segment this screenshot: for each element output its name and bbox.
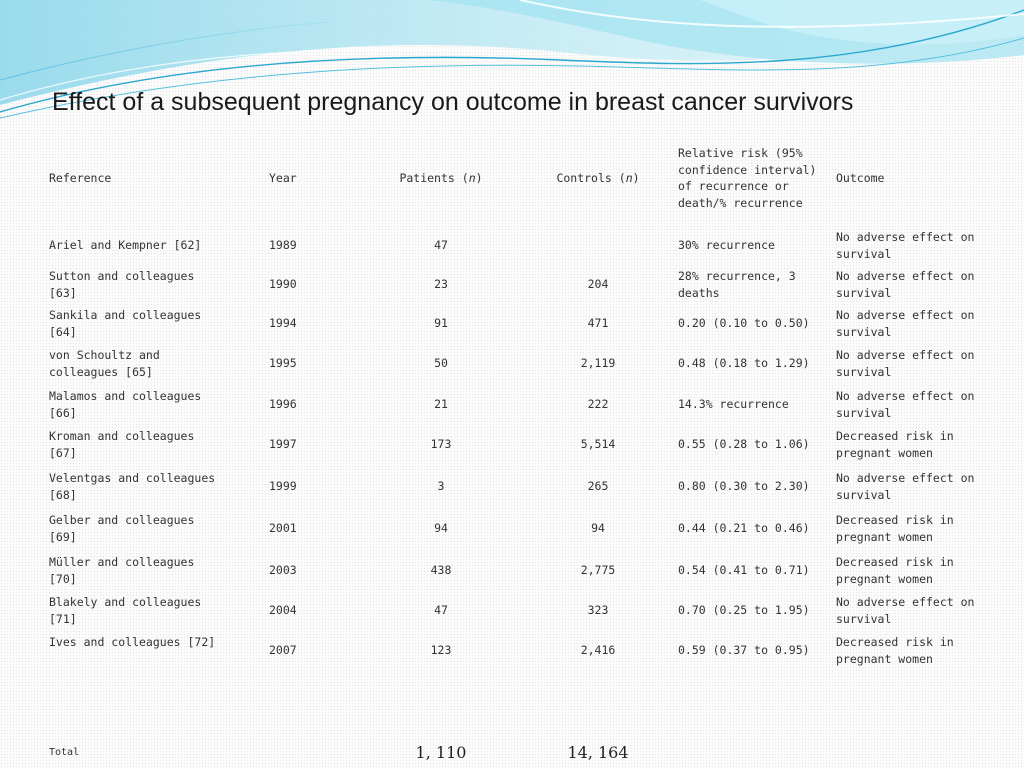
cell-relative-risk: 0.55 (0.28 to 1.06) xyxy=(678,437,810,451)
cell-reference: Sutton and colleagues [63] xyxy=(49,269,195,300)
cell-patients: 47 xyxy=(434,238,448,252)
cell-outcome: No adverse effect on survival xyxy=(836,389,975,420)
cell-reference: Ariel and Kempner [62] xyxy=(49,238,202,252)
cell-year: 2004 xyxy=(269,603,297,617)
header-controls-close: ) xyxy=(632,171,640,185)
cell-year: 2007 xyxy=(269,643,297,657)
header-reference: Reference xyxy=(49,171,112,185)
cell-patients: 50 xyxy=(434,356,448,370)
cell-controls: 222 xyxy=(587,397,609,411)
cell-reference: Malamos and colleagues [66] xyxy=(49,389,202,420)
header-relative-risk: Relative risk (95% confidence interval) of recurrence or death/% recurrence xyxy=(678,146,817,210)
cell-controls: 5,514 xyxy=(580,437,616,451)
cell-outcome: No adverse effect on survival xyxy=(836,471,975,502)
cell-controls: 2,416 xyxy=(580,643,616,657)
cell-patients: 123 xyxy=(430,643,452,657)
header-patients-close: ) xyxy=(475,171,483,185)
total-patients: 1, 110 xyxy=(415,743,467,762)
cell-patients: 3 xyxy=(437,479,445,493)
cell-patients: 21 xyxy=(434,397,448,411)
header-controls-n: n xyxy=(625,171,633,185)
cell-controls: 2,775 xyxy=(580,563,616,577)
cell-outcome: Decreased risk in pregnant women xyxy=(836,513,954,544)
cell-reference: Ives and colleagues [72] xyxy=(49,635,216,649)
cell-relative-risk: 0.54 (0.41 to 0.71) xyxy=(678,563,810,577)
cell-outcome: No adverse effect on survival xyxy=(836,595,975,626)
cell-reference: Velentgas and colleagues [68] xyxy=(49,471,216,502)
header-controls xyxy=(538,170,658,187)
cell-outcome: Decreased risk in pregnant women xyxy=(836,429,954,460)
cell-relative-risk: 0.48 (0.18 to 1.29) xyxy=(678,356,810,370)
cell-year: 1995 xyxy=(269,356,297,370)
cell-reference: Müller and colleagues [70] xyxy=(49,555,195,586)
cell-year: 1997 xyxy=(269,437,297,451)
cell-relative-risk: 14.3% recurrence xyxy=(678,397,789,411)
cell-reference: Kroman and colleagues [67] xyxy=(49,429,195,460)
cell-reference: von Schoultz and colleagues [65] xyxy=(49,348,160,379)
slide-title: Effect of a subsequent pregnancy on outcome in breast cancer survivors xyxy=(52,88,854,116)
cell-reference: Sankila and colleagues [64] xyxy=(49,308,202,339)
cell-controls: 204 xyxy=(587,277,609,291)
cell-patients: 94 xyxy=(434,521,448,535)
cell-outcome: No adverse effect on survival xyxy=(836,308,975,339)
cell-outcome: No adverse effect on survival xyxy=(836,269,975,300)
cell-year: 2001 xyxy=(269,521,297,535)
cell-patients: 173 xyxy=(430,437,452,451)
cell-relative-risk: 28% recurrence, 3 deaths xyxy=(678,269,796,300)
cell-relative-risk: 0.59 (0.37 to 0.95) xyxy=(678,643,810,657)
cell-relative-risk: 0.80 (0.30 to 2.30) xyxy=(678,479,810,493)
header-patients-text: Patients ( xyxy=(399,171,469,185)
header-outcome: Outcome xyxy=(836,171,885,185)
cell-reference: Blakely and colleagues [71] xyxy=(49,595,202,626)
cell-controls: 323 xyxy=(587,603,609,617)
cell-relative-risk: 0.44 (0.21 to 0.46) xyxy=(678,521,810,535)
cell-year: 1996 xyxy=(269,397,297,411)
cell-patients: 23 xyxy=(434,277,448,291)
cell-controls: 265 xyxy=(587,479,609,493)
cell-relative-risk: 0.70 (0.25 to 1.95) xyxy=(678,603,810,617)
cell-outcome: No adverse effect on survival xyxy=(836,230,975,261)
cell-relative-risk: 30% recurrence xyxy=(678,238,775,252)
cell-year: 1990 xyxy=(269,277,297,291)
cell-patients: 438 xyxy=(430,563,452,577)
cell-controls: 471 xyxy=(587,316,609,330)
cell-controls: 2,119 xyxy=(580,356,616,370)
cell-controls: 94 xyxy=(591,521,605,535)
total-label: Total xyxy=(49,747,80,758)
header-patients-n: n xyxy=(468,171,476,185)
cell-outcome: Decreased risk in pregnant women xyxy=(836,635,954,666)
cell-outcome: Decreased risk in pregnant women xyxy=(836,555,954,586)
cell-year: 2003 xyxy=(269,563,297,577)
cell-year: 1994 xyxy=(269,316,297,330)
cell-year: 1989 xyxy=(269,238,297,252)
header-year: Year xyxy=(269,171,297,185)
total-controls: 14, 164 xyxy=(567,743,629,762)
cell-patients: 47 xyxy=(434,603,448,617)
cell-year: 1999 xyxy=(269,479,297,493)
header-patients xyxy=(381,170,501,187)
cell-patients: 91 xyxy=(434,316,448,330)
cell-reference: Gelber and colleagues [69] xyxy=(49,513,195,544)
cell-outcome: No adverse effect on survival xyxy=(836,348,975,379)
cell-relative-risk: 0.20 (0.10 to 0.50) xyxy=(678,316,810,330)
header-controls-text: Controls ( xyxy=(556,171,626,185)
